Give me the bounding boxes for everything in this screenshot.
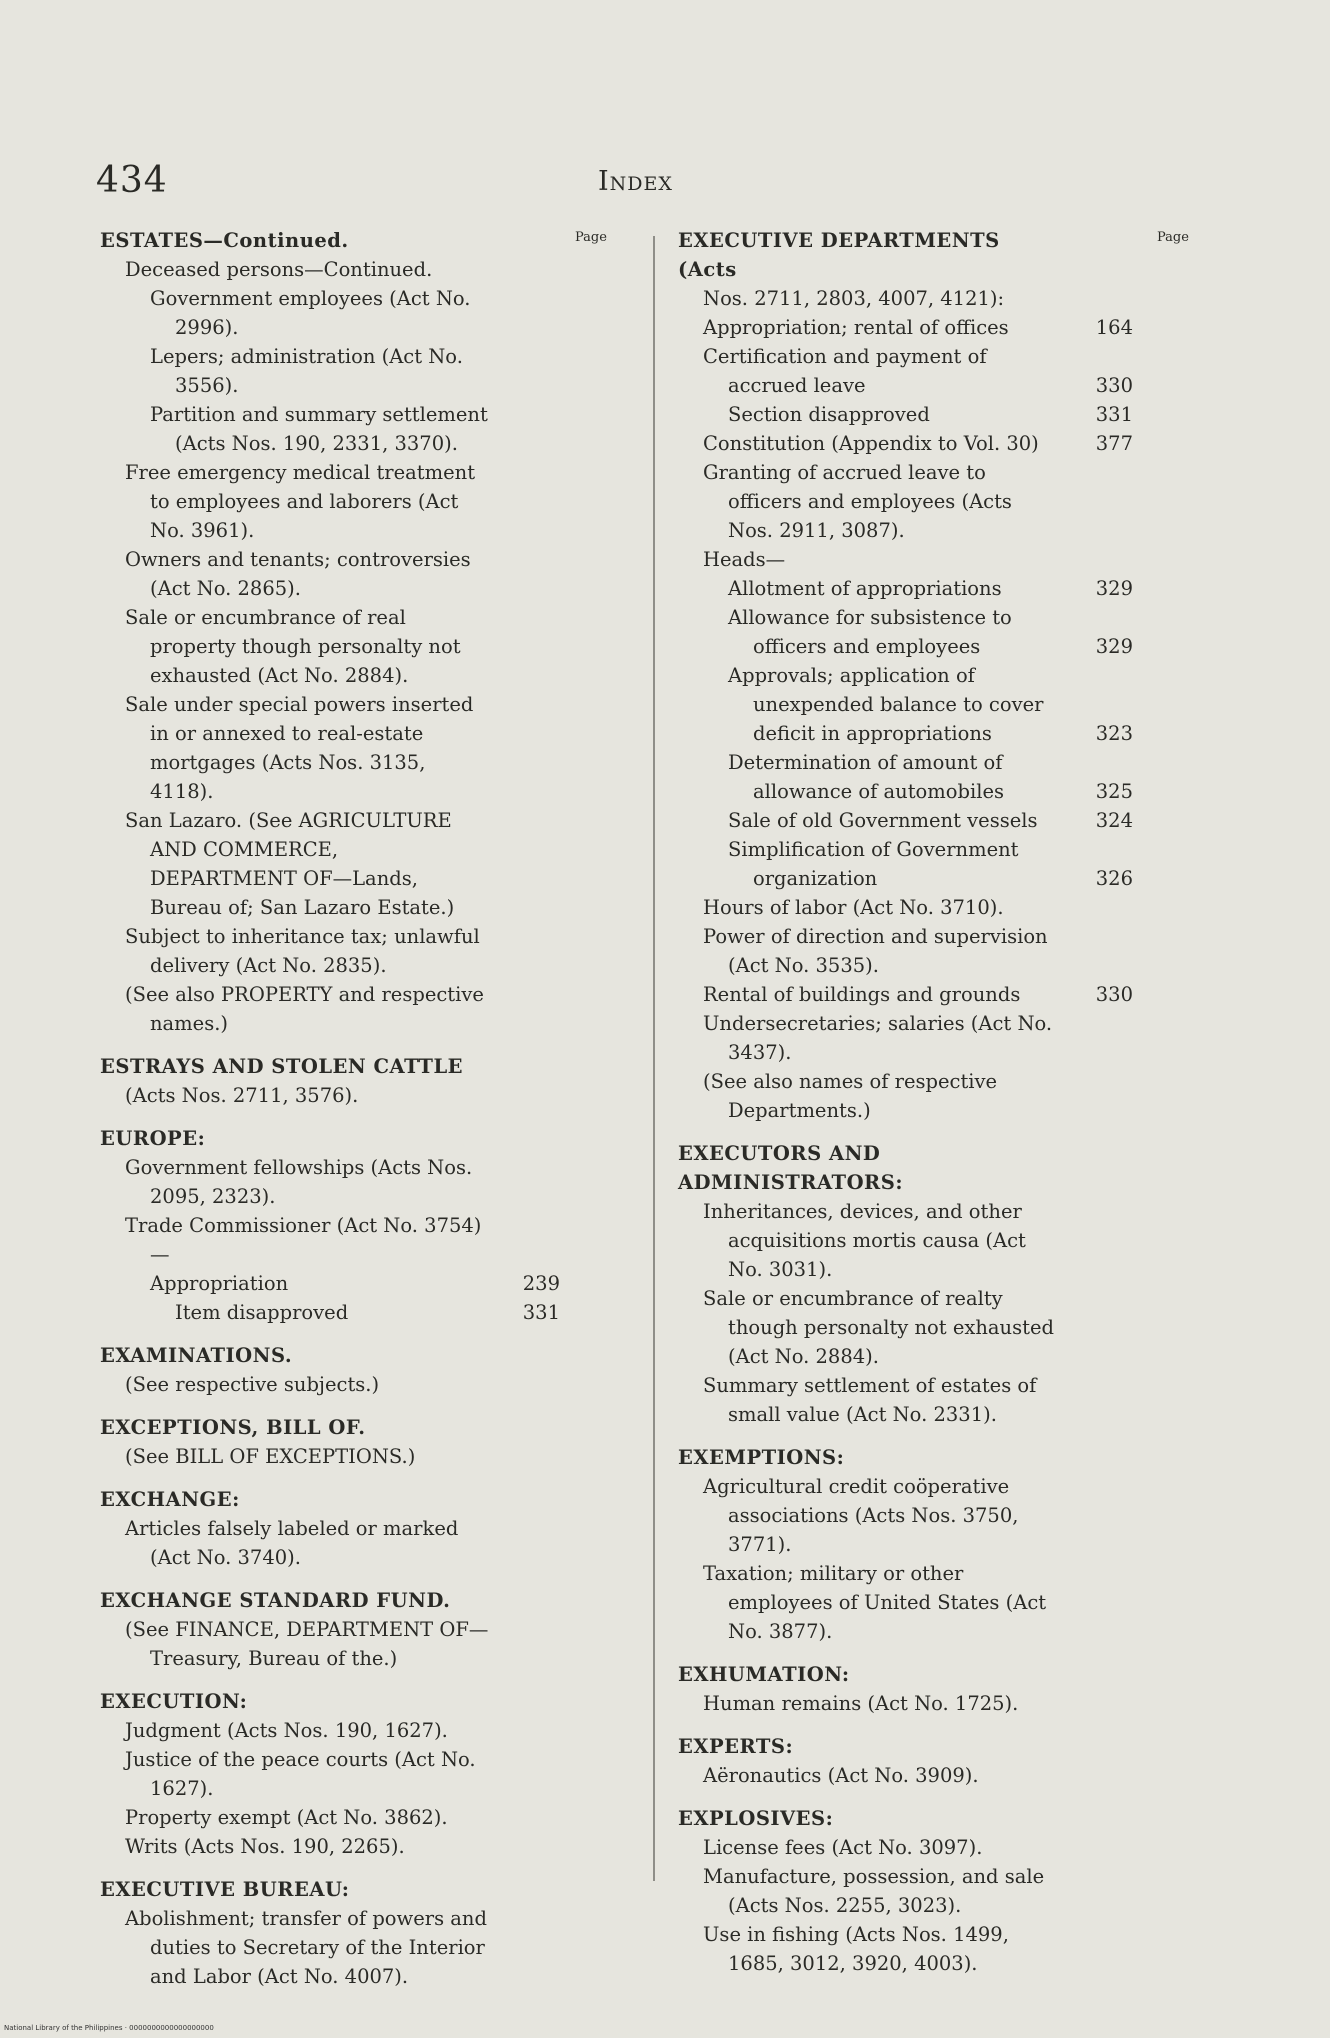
index-subentry bbox=[678, 1689, 1133, 1718]
entry-text: Simplification of Government organization bbox=[728, 838, 1019, 890]
index-heading bbox=[678, 1732, 1133, 1761]
entry-text: EXCEPTIONS, BILL OF. bbox=[100, 1416, 366, 1439]
entry-text: EXECUTORS AND ADMINISTRATORS: bbox=[678, 1142, 904, 1194]
index-subentry bbox=[100, 1153, 560, 1211]
entry-text: Allotment of appropriations bbox=[728, 577, 1002, 600]
entry-text: Section disapproved bbox=[728, 403, 930, 426]
index-subentry bbox=[678, 806, 1133, 835]
entry-text: EUROPE: bbox=[100, 1127, 206, 1150]
entry-text: EXPLOSIVES: bbox=[678, 1807, 834, 1830]
entry-text: Appropriation bbox=[150, 1272, 289, 1295]
entry-text: Item disapproved bbox=[175, 1301, 349, 1324]
index-subentry bbox=[100, 284, 560, 342]
entry-text: Lepers; administration (Act No. 3556). bbox=[150, 345, 463, 397]
entry-text: (See FINANCE, DEPARTMENT OF—Treasury, Bureau of the.) bbox=[125, 1618, 489, 1670]
entry-text: Trade Commissioner (Act No. 3754)— bbox=[125, 1214, 482, 1266]
entry-text: Manufacture, possession, and sale (Acts Nos. 2255, 3023). bbox=[703, 1865, 1045, 1917]
index-subentry bbox=[678, 748, 1133, 806]
entry-text: Judgment (Acts Nos. 190, 1627). bbox=[125, 1719, 448, 1742]
index-subentry bbox=[100, 1298, 560, 1327]
index-subentry bbox=[100, 1745, 560, 1803]
entry-text: Government fellowships (Acts Nos. 2095, 2323). bbox=[125, 1156, 473, 1208]
index-subentry bbox=[100, 1370, 560, 1399]
index-subentry bbox=[678, 1833, 1133, 1862]
index-subentry bbox=[100, 603, 560, 690]
index-subentry bbox=[678, 458, 1133, 545]
index-heading bbox=[678, 226, 1133, 284]
index-subentry bbox=[100, 1081, 560, 1110]
index-heading bbox=[678, 1660, 1133, 1689]
entry-text: Taxation; military or other employees of United States (Act No. 3877). bbox=[703, 1562, 1047, 1643]
entry-text: Justice of the peace courts (Act No. 1627). bbox=[125, 1748, 476, 1800]
index-subentry bbox=[100, 1514, 560, 1572]
entry-text: EXECUTIVE BUREAU: bbox=[100, 1878, 350, 1901]
index-subentry bbox=[678, 1761, 1133, 1790]
page-reference: 331 bbox=[1095, 403, 1133, 426]
index-subentry bbox=[678, 1284, 1133, 1371]
entry-text: Articles falsely labeled or marked (Act No. 3740). bbox=[125, 1517, 459, 1569]
index-subentry bbox=[678, 313, 1133, 342]
left-column bbox=[100, 226, 560, 1991]
index-subentry bbox=[678, 1920, 1133, 1978]
index-subentry bbox=[100, 690, 560, 806]
index-subentry bbox=[100, 1803, 560, 1832]
entry-text: Constitution (Appendix to Vol. 30) bbox=[703, 432, 1039, 455]
entry-text: (See respective subjects.) bbox=[125, 1373, 380, 1396]
index-subentry bbox=[678, 1197, 1133, 1284]
index-subentry bbox=[678, 603, 1133, 661]
entry-text: Use in fishing (Acts Nos. 1499, 1685, 3012, 3920, 4003). bbox=[703, 1923, 1009, 1975]
entry-text: Property exempt (Act No. 3862). bbox=[125, 1806, 448, 1829]
entry-text: Deceased persons—Continued. bbox=[125, 258, 433, 281]
index-heading bbox=[678, 1139, 1133, 1197]
entry-text: Writs (Acts Nos. 190, 2265). bbox=[125, 1835, 405, 1858]
index-subentry bbox=[100, 806, 560, 922]
entry-text: ESTATES—Continued. bbox=[100, 229, 349, 252]
entry-text: Abolishment; transfer of powers and duties to Secretary of the Interior and Labor (Act No. 4007). bbox=[125, 1907, 487, 1988]
index-subentry bbox=[100, 980, 560, 1038]
index-subentry bbox=[678, 429, 1133, 458]
entry-text: Sale under special powers inserted in or annexed to real-estate mortgages (Acts Nos. 3135, 4118). bbox=[125, 693, 474, 803]
entry-text: EXECUTIVE DEPARTMENTS (Acts bbox=[678, 229, 1000, 281]
right-column bbox=[678, 226, 1133, 1978]
entry-text: Approvals; application of unexpended balance to cover deficit in appropriations bbox=[728, 664, 1044, 745]
index-subentry bbox=[100, 1716, 560, 1745]
index-subentry bbox=[678, 661, 1133, 748]
index-heading bbox=[100, 1485, 560, 1514]
entry-text: Sale of old Government vessels bbox=[728, 809, 1038, 832]
entry-text: Granting of accrued leave to officers and employees (Acts Nos. 2911, 3087). bbox=[703, 461, 1012, 542]
entry-text: Sale or encumbrance of realty though personalty not exhausted (Act No. 2884). bbox=[703, 1287, 1054, 1368]
index-subentry bbox=[678, 1559, 1133, 1646]
entry-text: Owners and tenants; controversies (Act No. 2865). bbox=[125, 548, 471, 600]
index-subentry bbox=[100, 255, 560, 284]
index-subentry bbox=[678, 574, 1133, 603]
page-column-label-left: Page bbox=[575, 230, 607, 245]
index-subentry bbox=[100, 342, 560, 400]
entry-text: Human remains (Act No. 1725). bbox=[703, 1692, 1019, 1715]
page-reference: 325 bbox=[1095, 780, 1133, 803]
index-subentry bbox=[100, 458, 560, 545]
index-heading bbox=[100, 1687, 560, 1716]
page-reference: 331 bbox=[522, 1301, 560, 1324]
entry-text: Agricultural credit coöperative associations (Acts Nos. 3750, 3771). bbox=[703, 1475, 1019, 1556]
entry-text: Government employees (Act No. 2996). bbox=[150, 287, 471, 339]
entry-text: Heads— bbox=[703, 548, 786, 571]
index-subentry bbox=[678, 1371, 1133, 1429]
index-subentry bbox=[678, 1472, 1133, 1559]
entry-text: Undersecretaries; salaries (Act No. 3437). bbox=[703, 1012, 1053, 1064]
library-footer: National Library of the Philippines · 0000000000000000000 bbox=[4, 2024, 214, 2032]
index-heading bbox=[100, 1413, 560, 1442]
entry-text: Determination of amount of allowance of automobiles bbox=[728, 751, 1005, 803]
index-subentry bbox=[678, 893, 1133, 922]
entry-text: (Acts Nos. 2711, 3576). bbox=[125, 1084, 359, 1107]
index-heading bbox=[678, 1443, 1133, 1472]
entry-text: EXEMPTIONS: bbox=[678, 1446, 845, 1469]
index-subentry bbox=[100, 922, 560, 980]
entry-text: (See BILL OF EXCEPTIONS.) bbox=[125, 1445, 416, 1468]
entry-text: Power of direction and supervision (Act No. 3535). bbox=[703, 925, 1048, 977]
entry-text: Inheritances, devices, and other acquisitions mortis causa (Act No. 3031). bbox=[703, 1200, 1026, 1281]
entry-text: EXAMINATIONS. bbox=[100, 1344, 293, 1367]
entry-text: (See also PROPERTY and respective names.) bbox=[125, 983, 484, 1035]
index-subentry bbox=[678, 342, 1133, 400]
entry-text: Aëronautics (Act No. 3909). bbox=[703, 1764, 979, 1787]
entry-text: San Lazaro. (See AGRICULTURE AND COMMERCE, DEPARTMENT OF—Lands, Bureau of; San Lazaro Estate.) bbox=[125, 809, 455, 919]
index-heading bbox=[100, 226, 560, 255]
entry-text: Partition and summary settlement (Acts Nos. 190, 2331, 3370). bbox=[150, 403, 488, 455]
index-subentry bbox=[678, 545, 1133, 574]
entry-text: Free emergency medical treatment to employees and laborers (Act No. 3961). bbox=[125, 461, 476, 542]
column-divider bbox=[653, 236, 655, 1881]
index-subentry bbox=[100, 1832, 560, 1861]
index-subentry bbox=[678, 284, 1133, 313]
index-heading bbox=[100, 1586, 560, 1615]
index-subentry bbox=[100, 1269, 560, 1298]
entry-text: Allowance for subsistence to officers and employees bbox=[728, 606, 1012, 658]
entry-text: EXPERTS: bbox=[678, 1735, 794, 1758]
index-subentry bbox=[100, 1211, 560, 1269]
index-subentry bbox=[678, 835, 1133, 893]
page-reference: 239 bbox=[522, 1272, 560, 1295]
page-reference: 326 bbox=[1095, 867, 1133, 890]
index-subentry bbox=[678, 922, 1133, 980]
entry-text: Summary settlement of estates of small value (Act No. 2331). bbox=[703, 1374, 1037, 1426]
index-subentry bbox=[100, 1615, 560, 1673]
index-subentry bbox=[100, 1904, 560, 1991]
index-subentry bbox=[678, 980, 1133, 1009]
index-subentry bbox=[678, 1067, 1133, 1125]
index-heading bbox=[100, 1875, 560, 1904]
entry-text: Nos. 2711, 2803, 4007, 4121): bbox=[703, 287, 1005, 310]
page-reference: 329 bbox=[1095, 635, 1133, 658]
index-subentry bbox=[678, 1862, 1133, 1920]
page-reference: 329 bbox=[1095, 577, 1133, 600]
index-subentry bbox=[100, 545, 560, 603]
entry-text: EXCHANGE STANDARD FUND. bbox=[100, 1589, 451, 1612]
page-reference: 324 bbox=[1095, 809, 1133, 832]
page-reference: 164 bbox=[1095, 316, 1133, 339]
page-reference: 377 bbox=[1095, 432, 1133, 455]
page-reference: 323 bbox=[1095, 722, 1133, 745]
entry-text: Sale or encumbrance of real property though personalty not exhausted (Act No. 2884). bbox=[125, 606, 461, 687]
index-subentry bbox=[100, 1442, 560, 1471]
running-head: Index bbox=[598, 166, 673, 197]
entry-text: EXECUTION: bbox=[100, 1690, 248, 1713]
index-heading bbox=[678, 1804, 1133, 1833]
entry-text: License fees (Act No. 3097). bbox=[703, 1836, 983, 1859]
index-heading bbox=[100, 1341, 560, 1370]
index-subentry bbox=[678, 400, 1133, 429]
entry-text: (See also names of respective Departments.) bbox=[703, 1070, 998, 1122]
page-number: 434 bbox=[96, 160, 168, 201]
index-heading bbox=[100, 1124, 560, 1153]
entry-text: ESTRAYS AND STOLEN CATTLE bbox=[100, 1055, 464, 1078]
index-heading bbox=[100, 1052, 560, 1081]
entry-text: Rental of buildings and grounds bbox=[703, 983, 1021, 1006]
page-reference: 330 bbox=[1095, 374, 1133, 397]
page-reference: 330 bbox=[1095, 983, 1133, 1006]
index-subentry bbox=[678, 1009, 1133, 1067]
entry-text: Subject to inheritance tax; unlawful delivery (Act No. 2835). bbox=[125, 925, 480, 977]
page-column-label-right: Page bbox=[1157, 230, 1189, 245]
index-subentry bbox=[100, 400, 560, 458]
entry-text: EXHUMATION: bbox=[678, 1663, 850, 1686]
entry-text: Certification and payment of accrued leave bbox=[703, 345, 987, 397]
entry-text: Hours of labor (Act No. 3710). bbox=[703, 896, 1004, 919]
entry-text: Appropriation; rental of offices bbox=[703, 316, 1009, 339]
entry-text: EXCHANGE: bbox=[100, 1488, 240, 1511]
